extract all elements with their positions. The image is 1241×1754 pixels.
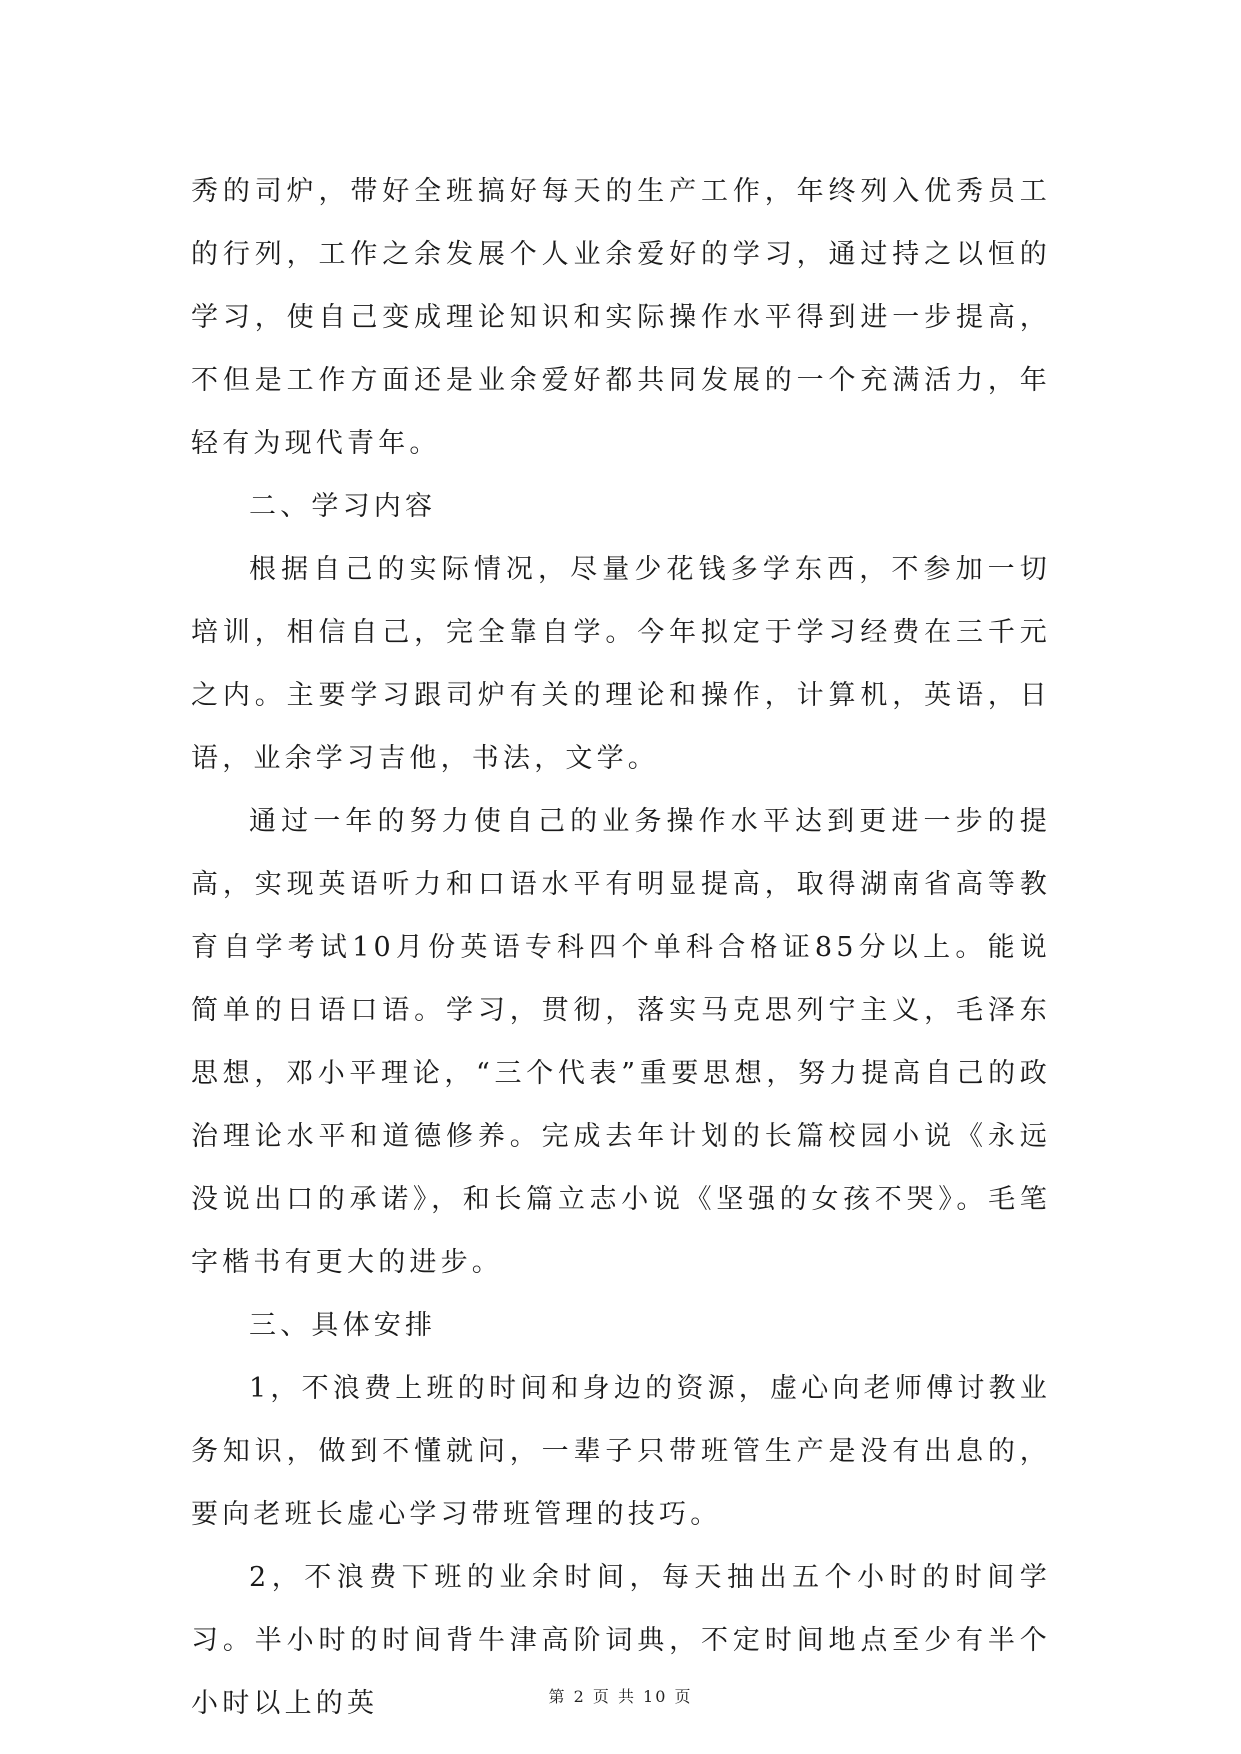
page-number-footer: 第 2 页 共 10 页	[548, 1687, 693, 1706]
paragraph-arrangement-1: 1，不浪费上班的时间和身边的资源，虚心向老师傅讨教业务知识，做到不懂就问，一辈子只带班管生产是没有出息的，要向老班长虚心学习带班管理的技巧。	[191, 1373, 1051, 1530]
paragraph-goals: 通过一年的努力使自己的业务操作水平达到更进一步的提高，实现英语听力和口语水平有明显提高，取得湖南省高等教育自学考试10月份英语专科四个单科合格证85分以上。能说简单的日语口语。学习，贯彻，落实马克思列宁主义，毛泽东思想，邓小平理论，“三个代表”重要思想，努力提高自己的政治理论水平和道德修养。完成去年计划的长篇校园小说《永远没说出口的承诺》，和长篇立志小说《坚强的女孩不哭》。毛笔字楷书有更大的进步。	[191, 806, 1051, 1278]
section-heading-learning-content: 二、学习内容	[249, 491, 437, 522]
paragraph-learning-content: 根据自己的实际情况，尽量少花钱多学东西，不参加一切培训，相信自己，完全靠自学。今年拟定于学习经费在三千元之内。主要学习跟司炉有关的理论和操作，计算机，英语，日语，业余学习吉他，书法，文学。	[191, 554, 1051, 774]
paragraph-arrangement-2: 2，不浪费下班的业余时间，每天抽出五个小时的时间学习。半小时的时间背牛津高阶词典，不定时间地点至少有半个小时以上的英	[191, 1562, 1051, 1719]
document-body	[191, 160, 1051, 1735]
paragraph-continuation: 秀的司炉，带好全班搞好每天的生产工作，年终列入优秀员工的行列，工作之余发展个人业余爱好的学习，通过持之以恒的学习，使自己变成理论知识和实际操作水平得到进一步提高，不但是工作方面还是业余爱好都共同发展的一个充满活力，年轻有为现代青年。	[191, 176, 1051, 459]
section-heading-arrangements: 三、具体安排	[249, 1310, 437, 1341]
